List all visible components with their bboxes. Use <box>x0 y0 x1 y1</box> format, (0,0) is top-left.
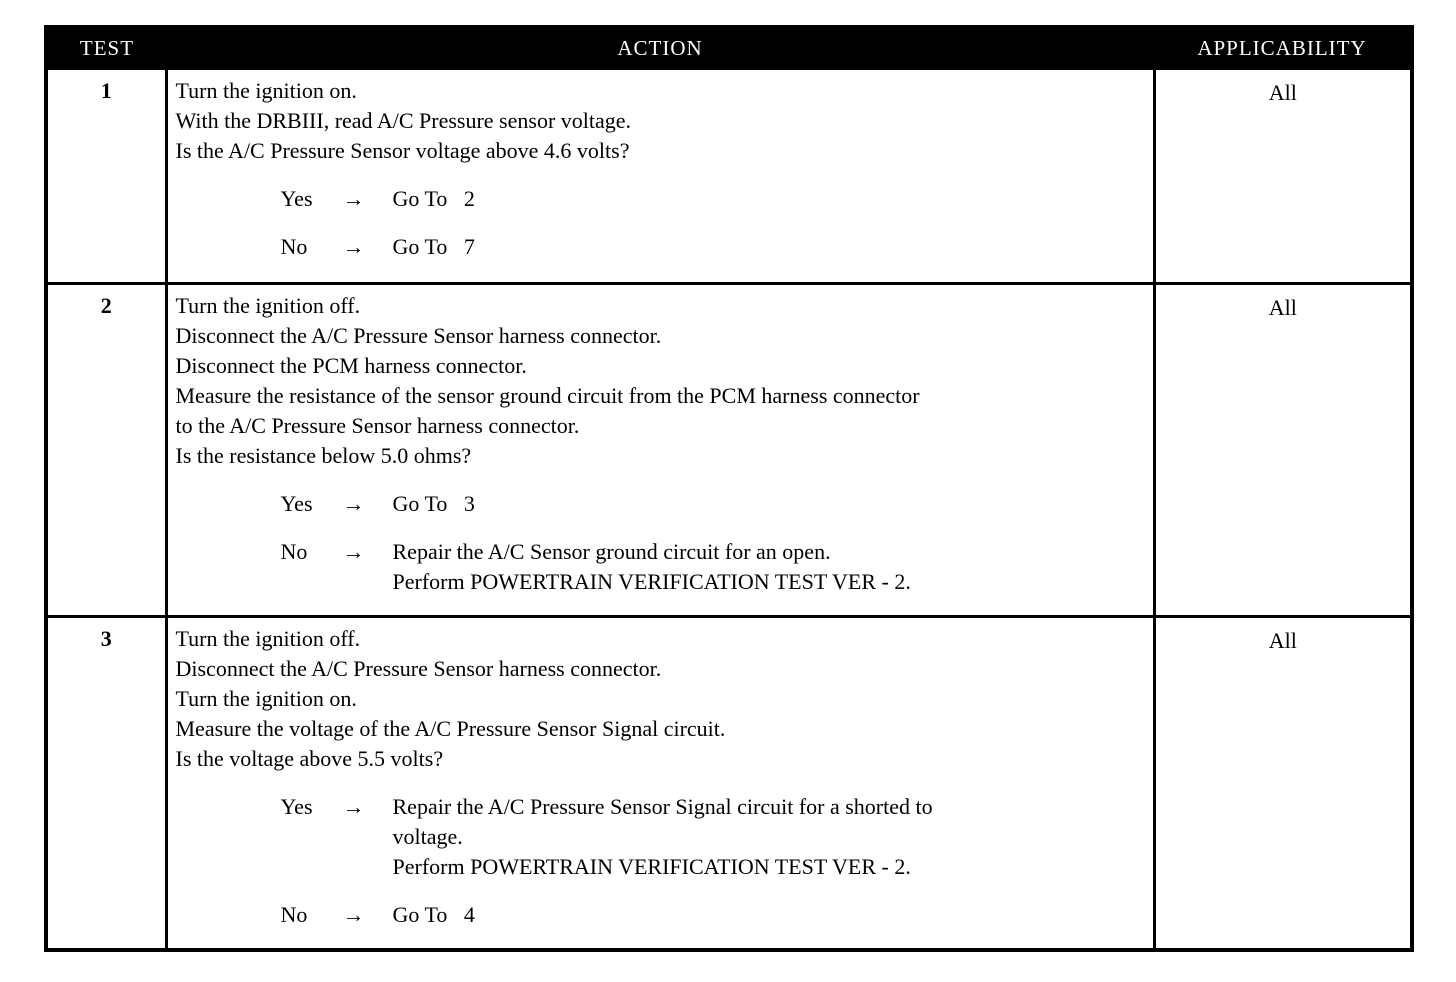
branch-answer: Yes <box>280 186 313 211</box>
arrow-icon: → <box>342 539 365 564</box>
branch-list <box>176 792 1147 930</box>
result-line: Perform POWERTRAIN VERIFICATION TEST VER - 2. <box>392 854 911 879</box>
arrow-icon: → <box>342 794 365 819</box>
result-line: Go To 3 <box>392 491 475 516</box>
applicability-value: All <box>1154 617 1412 951</box>
result-line: Repair the A/C Pressure Sensor Signal circuit for a shorted to <box>392 794 933 819</box>
branch-result <box>393 184 1147 214</box>
branch-yes <box>281 792 1147 882</box>
action-step: Turn the ignition off. <box>175 626 361 651</box>
result-line: Perform POWERTRAIN VERIFICATION TEST VER - 2. <box>392 569 911 594</box>
action-step: Is the resistance below 5.0 ohms? <box>175 443 472 468</box>
arrow-icon: → <box>342 234 365 259</box>
test-number: 3 <box>46 617 166 951</box>
table-row <box>46 284 1412 617</box>
test-number: 1 <box>46 69 166 284</box>
branch-result <box>393 900 1147 930</box>
result-line: Go To 4 <box>392 902 475 927</box>
branch-answer: Yes <box>280 491 313 516</box>
branch-result <box>393 232 1147 262</box>
branch-no <box>281 537 1147 597</box>
arrow-icon: → <box>342 491 365 516</box>
table-header-row <box>46 27 1412 69</box>
action-step: Disconnect the PCM harness connector. <box>175 353 527 378</box>
branch-answer: No <box>280 902 308 927</box>
applicability-value: All <box>1154 69 1412 284</box>
action-step: Turn the ignition on. <box>175 686 357 711</box>
result-line: Repair the A/C Sensor ground circuit for an open. <box>392 539 831 564</box>
action-step: Measure the voltage of the A/C Pressure Sensor Signal circuit. <box>175 716 726 741</box>
diagnostic-test-table <box>44 25 1414 952</box>
action-step: to the A/C Pressure Sensor harness connector. <box>175 413 580 438</box>
table-row <box>46 617 1412 951</box>
action-step: With the DRBIII, read A/C Pressure sensor voltage. <box>175 108 632 133</box>
arrow-icon: → <box>342 186 365 211</box>
branch-list <box>176 489 1147 597</box>
action-step: Is the voltage above 5.5 volts? <box>175 746 444 771</box>
branch-answer: No <box>280 539 308 564</box>
result-line: Go To 2 <box>392 186 475 211</box>
action-cell <box>166 284 1154 617</box>
header-test: TEST <box>46 27 166 69</box>
header-applicability: APPLICABILITY <box>1154 27 1412 69</box>
header-action: ACTION <box>166 27 1154 69</box>
result-line: voltage. <box>392 824 463 849</box>
branch-result <box>393 537 1147 597</box>
action-step: Disconnect the A/C Pressure Sensor harness connector. <box>175 656 662 681</box>
action-step: Measure the resistance of the sensor ground circuit from the PCM harness connector <box>175 383 920 408</box>
table-row <box>46 69 1412 284</box>
branch-answer: Yes <box>280 794 313 819</box>
test-number: 2 <box>46 284 166 617</box>
branch-answer: No <box>280 234 308 259</box>
branch-no <box>281 900 1147 930</box>
branch-result <box>393 792 1147 882</box>
branch-list <box>176 184 1147 262</box>
action-step: Turn the ignition on. <box>175 78 357 103</box>
action-step: Is the A/C Pressure Sensor voltage above 4.6 volts? <box>175 138 630 163</box>
action-step: Disconnect the A/C Pressure Sensor harness connector. <box>175 323 662 348</box>
branch-result <box>393 489 1147 519</box>
branch-yes <box>281 489 1147 519</box>
action-step: Turn the ignition off. <box>175 293 361 318</box>
branch-yes <box>281 184 1147 214</box>
result-line: Go To 7 <box>392 234 475 259</box>
arrow-icon: → <box>342 902 365 927</box>
branch-no <box>281 232 1147 262</box>
diagnostic-procedure-page <box>44 25 1410 940</box>
applicability-value: All <box>1154 284 1412 617</box>
action-cell <box>166 617 1154 951</box>
action-cell <box>166 69 1154 284</box>
